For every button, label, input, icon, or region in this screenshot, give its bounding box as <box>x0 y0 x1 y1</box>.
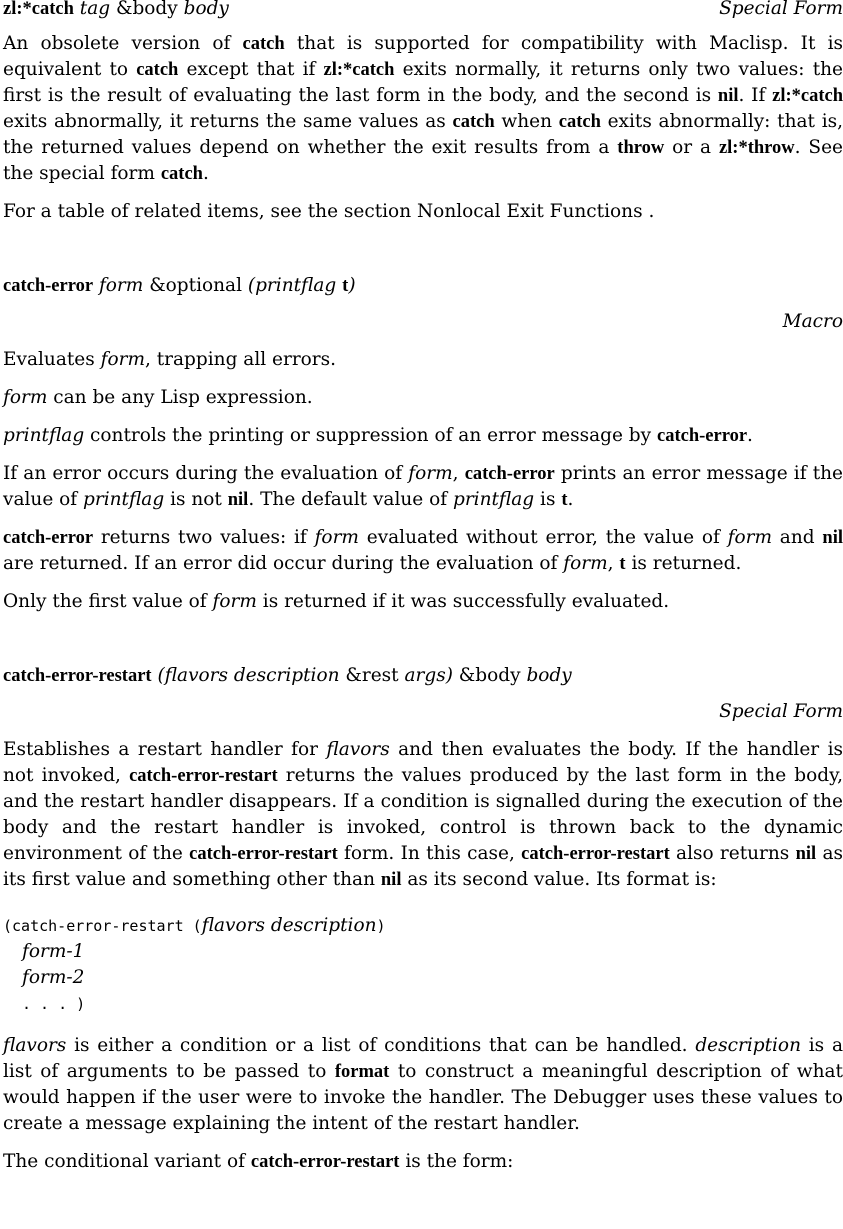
code-block <box>3 913 843 1017</box>
signature-args <box>80 0 229 19</box>
italic-term: args) <box>404 665 453 686</box>
text-run: &rest <box>339 665 405 686</box>
entry-kind: Special Form <box>719 701 843 722</box>
text-run: If an error occurs during the evaluation of <box>3 463 409 484</box>
text-run: is returned. <box>625 553 742 574</box>
paragraph-related <box>3 199 843 225</box>
bold-term: catch <box>136 60 179 80</box>
bold-term: nil <box>227 490 249 510</box>
text-run: Establishes a restart handler for <box>3 739 327 760</box>
text-run: . <box>202 163 209 184</box>
italic-term: flavors <box>3 1035 67 1056</box>
italic-term: form <box>727 527 773 548</box>
entry-kind-row <box>3 309 843 335</box>
paragraph <box>3 423 843 449</box>
code-italic-form: form-2 <box>22 967 85 988</box>
italic-term: form <box>563 553 608 574</box>
code-italic-args: flavors description <box>201 915 377 936</box>
entry-header-catch-error <box>3 273 843 299</box>
code-line <box>3 939 843 965</box>
bold-term: catch-error-restart <box>189 844 338 864</box>
paragraph <box>3 525 843 577</box>
text-run: returns the values produced by the last form in the body, and the restart handler disappears. If a condition is signalled during the execution of the body and the restart handler is invoked, control is thrown back to the dynamic environment of the <box>3 765 843 864</box>
entry-kind: Special Form <box>719 0 843 19</box>
text-run: Only the first value of <box>3 591 213 612</box>
text-run: is the form: <box>399 1151 514 1172</box>
text-run: controls the printing or suppression of an error message by <box>84 425 657 446</box>
code-line <box>3 965 843 991</box>
italic-term: form <box>98 275 144 296</box>
code-text: (catch-error-restart ( <box>3 917 202 935</box>
italic-term: description <box>695 1035 801 1056</box>
text-run: exits abnormally: that is, the returned values depend on whether the exit results from a <box>3 111 843 158</box>
text-run: as its second value. Its format is: <box>401 869 717 890</box>
bold-term: catch-error <box>464 464 555 484</box>
bold-term: catch-error-restart <box>129 766 278 786</box>
text-run: &optional <box>143 275 248 296</box>
text-run: and then evaluates the body. If the handler is not invoked, <box>3 739 843 786</box>
text-run: are returned. If an error did occur during the evaluation of <box>3 553 564 574</box>
text-run: and <box>772 527 823 548</box>
text-run: . If <box>738 85 773 106</box>
entry-signature <box>3 0 229 22</box>
text-run: form. In this case, <box>337 843 522 864</box>
italic-term: printflag <box>3 425 85 446</box>
text-run: &body <box>110 0 184 19</box>
entry-header-zl-catch <box>3 0 843 22</box>
paragraph <box>3 461 843 513</box>
paragraph <box>3 385 843 411</box>
bold-term: nil <box>822 528 843 548</box>
entry-signature <box>3 273 356 299</box>
italic-term: tag <box>79 0 111 19</box>
function-name: zl:*catch <box>3 0 74 19</box>
code-line <box>3 991 843 1017</box>
text-run: is not <box>164 489 228 510</box>
text-run: , <box>452 463 465 484</box>
text-run: . <box>747 425 753 446</box>
italic-term: flavors <box>326 739 390 760</box>
bold-term: catch <box>452 112 495 132</box>
text-run: exits normally, it returns only two values: the first is the result of evaluating the last form in the body, and the second is <box>3 59 843 106</box>
code-text: ) <box>376 917 386 935</box>
bold-term: t <box>342 276 349 296</box>
bold-term: nil <box>795 844 817 864</box>
bold-term: nil <box>717 86 739 106</box>
italic-term: form <box>314 527 359 548</box>
italic-term: form <box>100 349 145 370</box>
signature-args <box>157 665 571 686</box>
bold-term: nil <box>380 870 402 890</box>
text-run: , <box>607 553 620 574</box>
text-run: prints an error message if the value of <box>3 463 843 510</box>
text-run: The conditional variant of <box>3 1151 251 1172</box>
text-run: is <box>534 489 562 510</box>
italic-term: form <box>3 387 48 408</box>
paragraph-description <box>3 737 843 893</box>
bold-term: zl:*throw <box>718 138 795 158</box>
entry-kind-row <box>3 699 843 725</box>
bold-term: throw <box>617 138 665 158</box>
code-italic-form: form-1 <box>22 941 85 962</box>
text-run: to construct a meaningful description of what would happen if the user were to invoke the handler. The Debugger uses these values to create a message explaining the intent of the restart handler. <box>3 1061 843 1134</box>
bold-term: catch-error-restart <box>521 844 670 864</box>
italic-term: (flavors description <box>157 665 340 686</box>
bold-term: catch-error <box>657 426 748 446</box>
text-run: . <box>567 489 574 510</box>
paragraph <box>3 1033 843 1137</box>
document-page <box>3 0 843 1175</box>
text-run: An obsolete version of <box>3 33 243 54</box>
text-run: also returns <box>669 843 796 864</box>
paragraph <box>3 589 843 615</box>
function-name: catch-error <box>3 276 94 296</box>
italic-term: form <box>212 591 257 612</box>
bold-term: zl:*catch <box>772 86 843 106</box>
text-run: For a table of related items, see the section Nonlocal Exit Functions . <box>3 201 655 222</box>
entry-signature <box>3 663 572 689</box>
text-run: is a list of arguments to be passed to <box>3 1035 843 1082</box>
text-run: except that if <box>178 59 324 80</box>
entry-header-catch-error-restart <box>3 663 843 689</box>
text-run: or a <box>664 137 719 158</box>
text-run: as its first value and something other than <box>3 843 843 890</box>
text-run: is either a condition or a list of conditions that can be handled. <box>66 1035 696 1056</box>
text-run: is returned if it was successfully evaluated. <box>256 591 670 612</box>
italic-term: body <box>183 0 229 19</box>
italic-term: printflag <box>452 489 535 510</box>
italic-term: printflag <box>83 489 165 510</box>
function-name: catch-error-restart <box>3 666 152 686</box>
bold-term: t <box>619 554 626 574</box>
code-text: . . . ) <box>22 995 86 1013</box>
signature-args <box>99 275 356 296</box>
bold-term: catch-error <box>3 528 94 548</box>
text-run: when <box>494 111 559 132</box>
text-run: , trapping all errors. <box>144 349 337 370</box>
italic-term: ) <box>348 275 356 296</box>
bold-term: catch <box>160 164 203 184</box>
italic-term: form <box>408 463 453 484</box>
text-run: . The default value of <box>248 489 453 510</box>
bold-term: catch <box>558 112 601 132</box>
text-run: evaluated without error, the value of <box>358 527 728 548</box>
text-run: exits abnormally, it returns the same values as <box>3 111 453 132</box>
bold-term: catch-error-restart <box>250 1152 400 1172</box>
paragraph <box>3 1149 843 1175</box>
text-run: Evaluates <box>3 349 101 370</box>
bold-term: t <box>561 490 568 510</box>
text-run: can be any Lisp expression. <box>47 387 313 408</box>
paragraph-description <box>3 31 843 187</box>
bold-term: zl:*catch <box>323 60 395 80</box>
entry-kind: Macro <box>782 311 843 332</box>
text-run: &body <box>452 665 527 686</box>
text-run: returns two values: if <box>93 527 315 548</box>
code-line <box>3 913 843 939</box>
text-run: . See the special form <box>3 137 843 184</box>
text-run: that is supported for compatibility with Maclisp. It is equivalent to <box>3 33 843 80</box>
paragraph <box>3 347 843 373</box>
italic-term: body <box>526 665 572 686</box>
bold-term: catch <box>242 34 285 54</box>
italic-term: (printflag <box>247 275 343 296</box>
bold-term: format <box>334 1062 390 1082</box>
